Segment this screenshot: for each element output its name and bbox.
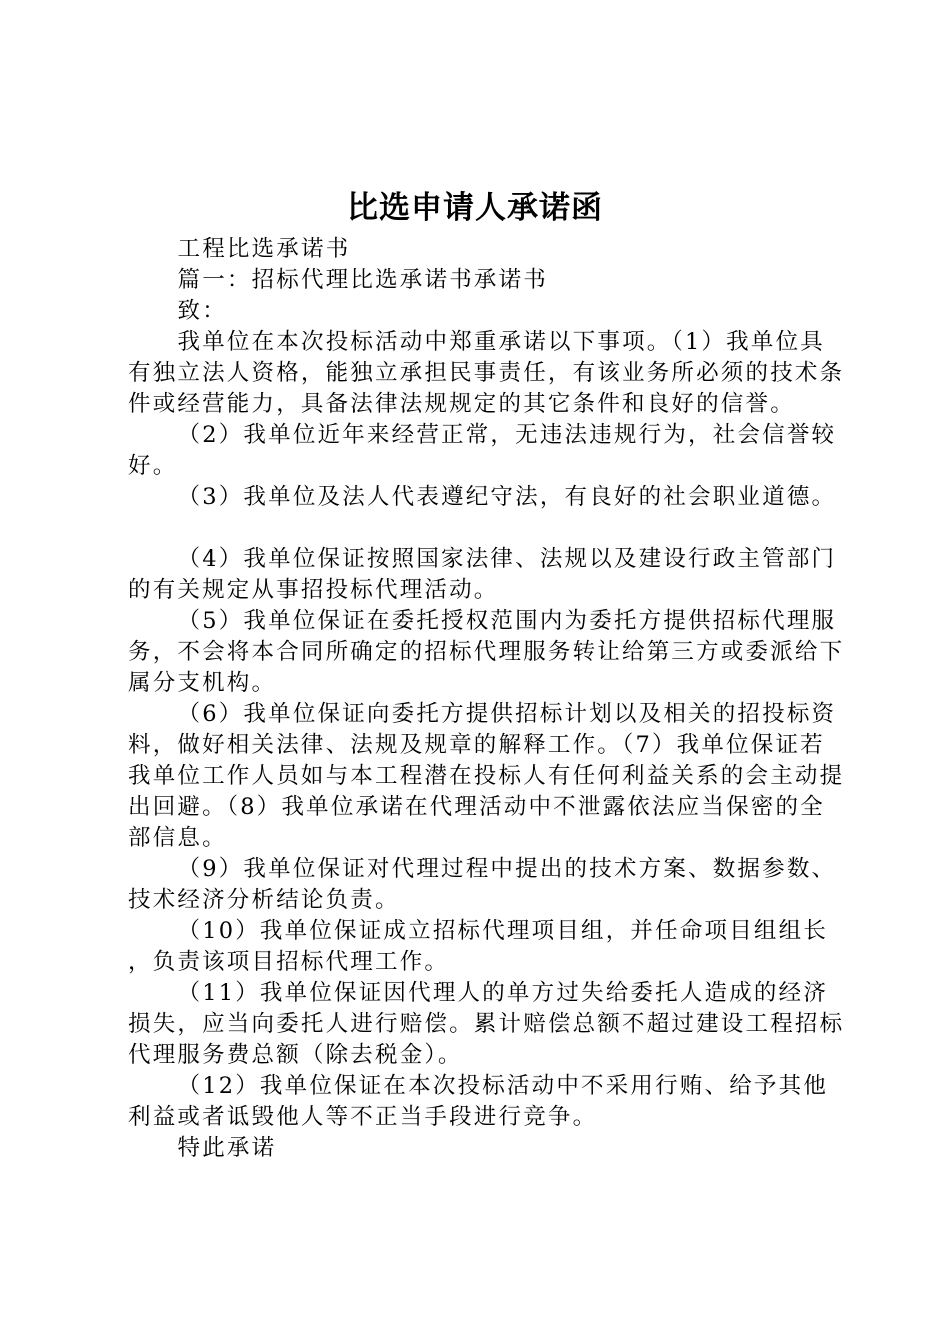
document-body <box>128 234 848 1164</box>
paragraph-subtitle: 工程比选承诺书 <box>177 236 351 262</box>
paragraph-commitment-11: （11）我单位保证因代理人的单方过失给委托人造成的经济损失，应当向委托人进行赔偿。累计赔偿总额不超过建设工程招标代理服务费总额（除去税金）。 <box>128 980 845 1068</box>
paragraph-closing: 特此承诺 <box>177 1135 277 1161</box>
paragraph-commitment-12: （12）我单位保证在本次投标活动中不采用行贿、给予其他利益或者诋毁他人等不正当手段进行竞争。 <box>128 1073 829 1130</box>
paragraph-commitment-1: 我单位在本次投标活动中郑重承诺以下事项。（1）我单位具有独立法人资格，能独立承担民事责任，有该业务所必须的技术条件或经营能力，具备法律法规规定的其它条件和良好的信誉。 <box>128 329 845 417</box>
paragraph-commitment-3: （3）我单位及法人代表遵纪守法，有良好的社会职业道德。 <box>177 484 837 510</box>
paragraph-salutation: 致： <box>177 298 227 324</box>
paragraph-commitment-5: （5）我单位保证在委托授权范围内为委托方提供招标代理服务，不会将本合同所确定的招标代理服务转让给第三方或委派给下属分支机构。 <box>128 608 845 696</box>
paragraph-commitment-6-8: （6）我单位保证向委托方提供招标计划以及相关的招投标资料，做好相关法律、法规及规章的解释工作。（7）我单位保证若我单位工作人员如与本工程潜在投标人有任何利益关系的会主动提出回避。（8）我单位承诺在代理活动中不泄露依法应当保密的全部信息。 <box>128 701 845 851</box>
paragraph-commitment-4: （4）我单位保证按照国家法律、法规以及建设行政主管部门的有关规定从事招投标代理活动。 <box>128 546 837 603</box>
paragraph-commitment-2: （2）我单位近年来经营正常，无违法违规行为，社会信誉较好。 <box>128 422 837 479</box>
paragraph-section-heading: 篇一：招标代理比选承诺书承诺书 <box>177 267 549 293</box>
paragraph-commitment-9: （9）我单位保证对代理过程中提出的技术方案、数据参数、技术经济分析结论负责。 <box>128 856 837 913</box>
document-title: 比选申请人承诺函 <box>347 190 603 226</box>
paragraph-commitment-10: （10）我单位保证成立招标代理项目组，并任命项目组组长，负责该项目招标代理工作。 <box>128 918 829 975</box>
